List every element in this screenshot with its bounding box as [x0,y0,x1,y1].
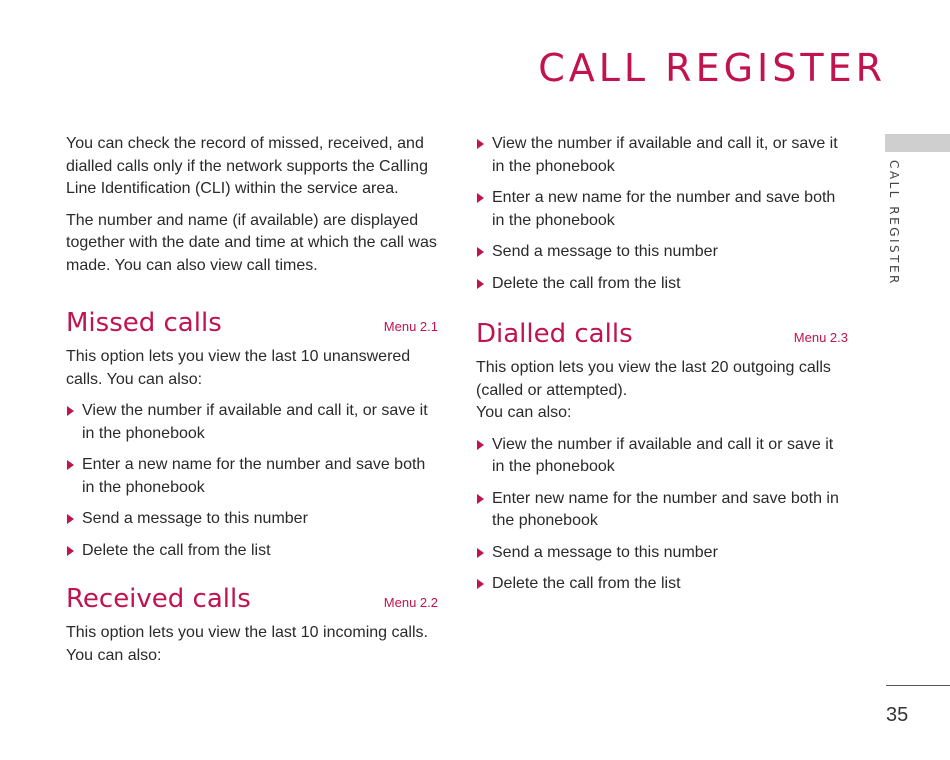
missed-calls-menu-ref: Menu 2.1 [383,319,438,334]
missed-calls-title: Missed calls [66,308,222,338]
triangle-bullet-icon [477,548,484,558]
triangle-bullet-icon [477,279,484,289]
intro-paragraph-1: You can check the record of missed, received, and dialled calls only if the network supports the Calling Line Identification (CLI) within the service area. [66,135,428,197]
list-item: Delete the call from the list [476,573,848,596]
missed-calls-options [66,400,438,562]
dialled-calls-title: Dialled calls [476,319,633,349]
triangle-bullet-icon [477,494,484,504]
list-item: Send a message to this number [476,241,848,264]
triangle-bullet-icon [67,406,74,416]
missed-calls-description: This option lets you view the last 10 unanswered calls. You can also: [66,348,411,388]
triangle-bullet-icon [477,247,484,257]
right-column [476,133,848,596]
page-title: CALL REGISTER [538,46,886,90]
list-item: View the number if available and call it, or save it in the phonebook [476,133,848,178]
triangle-bullet-icon [477,193,484,203]
dialled-calls-description-cont: You can also: [476,404,572,421]
list-item: Enter new name for the number and save both in the phonebook [476,488,848,533]
received-calls-options [476,133,848,295]
triangle-bullet-icon [67,460,74,470]
triangle-bullet-icon [477,139,484,149]
triangle-bullet-icon [67,546,74,556]
dialled-calls-menu-ref: Menu 2.3 [793,330,848,345]
triangle-bullet-icon [477,440,484,450]
list-item: Send a message to this number [476,542,848,565]
side-tab-marker [885,134,950,152]
dialled-calls-header [476,319,848,349]
side-chapter-label: CALL REGISTER [887,160,901,286]
intro-paragraph-2: The number and name (if available) are displayed together with the date and time at which the call was made. You can also view call times. [66,211,437,274]
dialled-calls-options [476,434,848,596]
triangle-bullet-icon [67,514,74,524]
page-number: 35 [886,704,909,726]
list-item: View the number if available and call it or save it in the phonebook [476,434,848,479]
received-calls-menu-ref: Menu 2.2 [383,595,438,610]
list-item: View the number if available and call it, or save it in the phonebook [66,400,438,445]
footer-divider [886,685,950,686]
triangle-bullet-icon [477,579,484,589]
list-item: Send a message to this number [66,508,438,531]
received-calls-description: This option lets you view the last 10 incoming calls. You can also: [66,624,428,664]
dialled-calls-description: This option lets you view the last 20 outgoing calls (called or attempted). [476,359,831,399]
list-item: Delete the call from the list [476,273,848,296]
left-column [66,133,438,667]
received-calls-title: Received calls [66,584,251,614]
list-item: Delete the call from the list [66,540,438,563]
list-item: Enter a new name for the number and save both in the phonebook [476,187,848,232]
missed-calls-header [66,308,438,338]
received-calls-header [66,584,438,614]
list-item: Enter a new name for the number and save both in the phonebook [66,454,438,499]
